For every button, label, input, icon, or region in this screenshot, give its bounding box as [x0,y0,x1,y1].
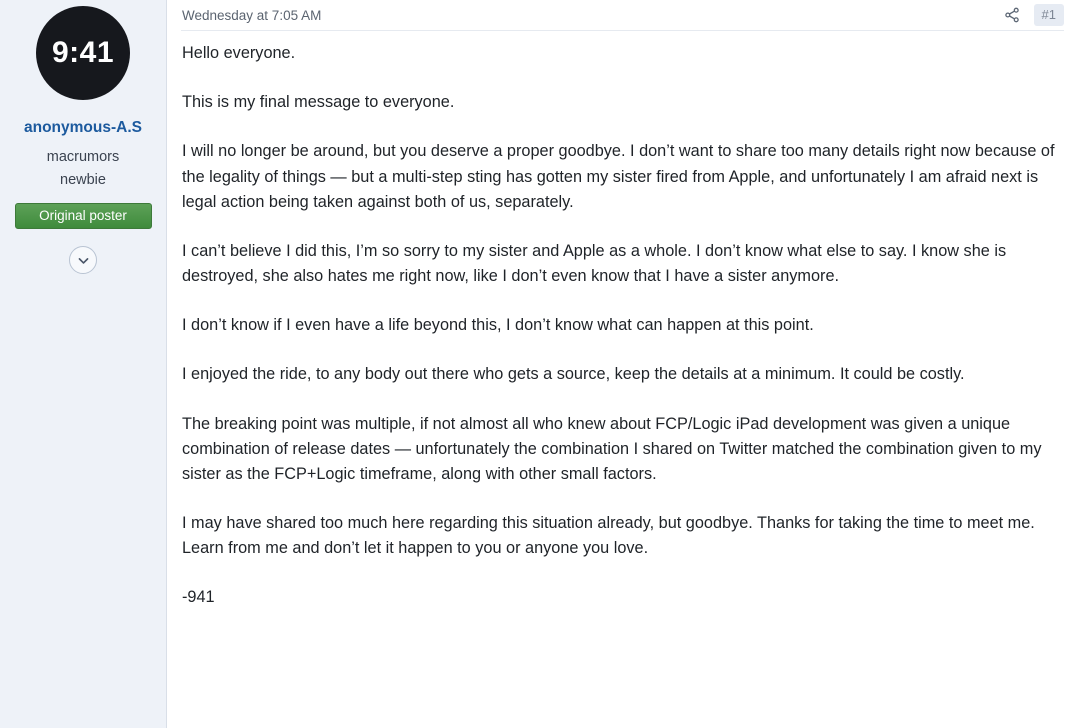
post-message-body [181,31,1064,611]
post-number-link[interactable]: #1 [1034,4,1064,26]
post-signature: -941 [182,588,215,607]
share-icon[interactable] [1004,7,1020,23]
post-author-column [0,0,167,728]
post-content-column [167,0,1080,728]
post-paragraph: I can’t believe I did this, I’m so sorry to my sister and Apple as a whole. I don’t know what else to say. I know she is destroyed, she also hates me right now, like I don’t even know that I have a sister anymore. [182,241,1007,286]
author-user-title [23,146,143,191]
post-paragraph: Hello everyone. [182,44,296,62]
avatar-text: 9:41 [51,36,115,69]
author-username-link[interactable]: anonymous-A.S [24,119,142,136]
post-paragraph: I don’t know if I even have a life beyond this, I don’t know what can happen at this point. [182,316,814,335]
avatar[interactable] [36,6,130,100]
original-poster-badge [15,203,152,229]
post-paragraph: This is my final message to everyone. [182,93,455,112]
post-paragraph: I enjoyed the ride, to any body out there who gets a source, keep the details at a minimum. It could be costly. [182,365,965,384]
original-poster-badge-label: Original poster [39,208,127,224]
chevron-down-icon[interactable] [69,246,97,274]
author-user-title-line2: newbie [60,171,106,188]
post-timestamp[interactable]: Wednesday at 7:05 AM [182,7,322,23]
post-header [181,0,1064,31]
post-paragraph: I may have shared too much here regarding this situation already, but goodbye. Thanks for taking the time to meet me. Learn from me and don’t let it happen to you or anyone you love. [182,514,1035,558]
post-paragraph: The breaking point was multiple, if not almost all who knew about FCP/Logic iPad development was given a unique combination of release dates — unfortunately the combination I shared on Twitter matched the combination given to my sister as the FCP+Logic timeframe, along with other small factors. [182,414,1042,483]
post-paragraph: I will no longer be around, but you deserve a proper goodbye. I don’t want to share too many details right now because of the legality of things — but a multi-step sting has gotten my sister fired from Apple, and unfortunately I am afraid next is legal action being taken against both of us, separately. [182,142,1055,211]
author-user-title-line1: macrumors [46,149,120,166]
